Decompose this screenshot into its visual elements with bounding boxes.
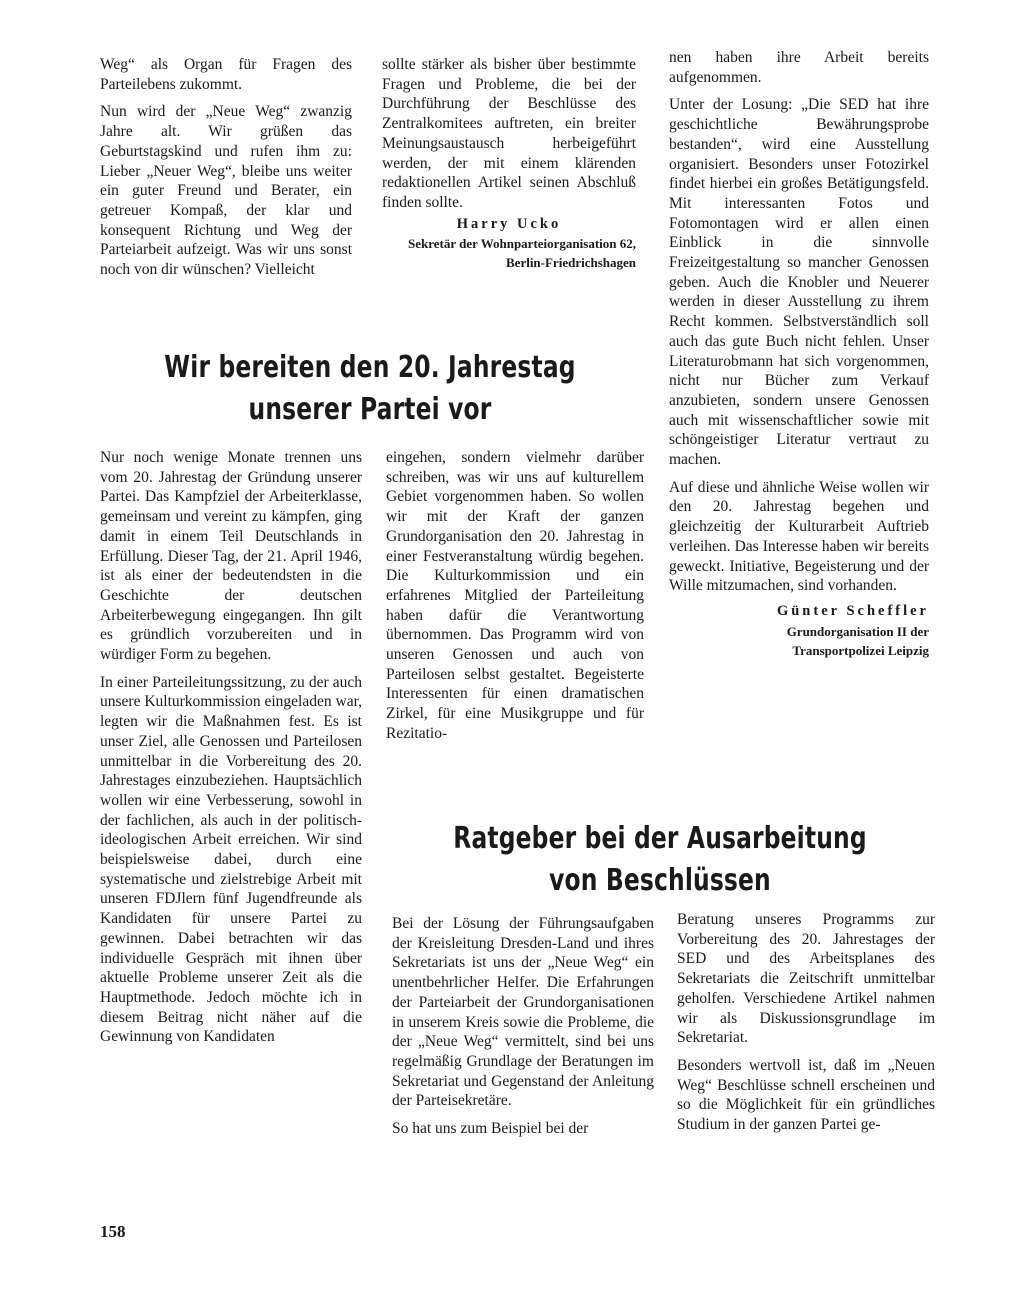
page-number: 158 (100, 1222, 126, 1241)
paragraph: Bei der Lösung der Führungsaufgaben der Kreisleitung Dresden-Land und ihres Sekretariats ist uns der „Neue Weg“ ein unentbehrlicher Helfer. Die Erfahrungen der Parteiarbeit der Grundorganisationen in unserem Kreis sowie die Probleme, die der „Neue Weg“ vermittelt, sind bei uns regelmäßig Grundlage der Beratungen im Sekretariat und Gegenstand der Anleitung der Parteisekretäre. (392, 915, 654, 1110)
article2-col2 (677, 910, 935, 1135)
article1-col1 (100, 448, 362, 1047)
article2-col1 (392, 914, 654, 1139)
paragraph: Unter der Losung: „Die SED hat ihre geschichtliche Bewährungsprobe bestanden“, wird eine Ausstellung organisiert. Besonders unser Fotozirkel findet hierbei ein großes Betätigungsfeld. Mit interessanten Fotos und Fotomontagen wird er allen einen Einblick in die sinnvolle Freizeitgestaltung so mancher Genossen geben. Auch die Knobler und Neuerer werden in dieser Ausstellung zu ihrem Recht kommen. Selbstverständlich soll auch das gute Buch nicht fehlen. Unser Literaturobmann hat sich vorgenommen, nicht nur Bücher zum Verkauf anzubieten, sondern unsere Genossen auch mit wissenschaftlicher sowie mit schöngeistiger Literatur vertraut zu machen. (669, 96, 929, 469)
author-role: Sekretär der Wohnparteiorganisation 62, (408, 236, 636, 252)
paragraph: Weg“ als Organ für Fragen des Parteilebens zukommt. (100, 56, 352, 93)
author-name: Günter Scheffler (776, 602, 929, 619)
paragraph: Besonders wertvoll ist, daß im „Neuen Weg“ Beschlüsse schnell erscheinen und so die Möglichkeit für ein gründliches Studium in der ganzen Partei ge- (677, 1056, 935, 1134)
paragraph: Auf diese und ähnliche Weise wollen wir den 20. Jahrestag begehen und gleichzeitig der Kulturarbeit Auftrieb verleihen. Das Interesse haben wir bereits geweckt. Initiative, Begeisterung und der Wille mitzumachen, sind vorhanden. (669, 478, 929, 595)
headline-line: Wir bereiten den 20. Jahrestag (164, 350, 576, 385)
article1-headline (159, 347, 580, 431)
headline-line: Ratgeber bei der Ausarbeitung (453, 821, 867, 856)
paragraph: Nun wird der „Neue Weg“ zwanzig Jahre alt. Wir grüßen das Geburtstagskind und rufen ihm zu: Lieber „Neuer Weg“, bleibe uns weiter ein guter Freund und Berater, ein getreuer Kompaß, der klar und konsequent Richtung und Weg der Parteiarbeit aufzeigt. Was wir uns sonst noch von dir wünschen? Vielleicht (100, 103, 352, 279)
author-location: Transportpolizei Leipzig (792, 642, 929, 658)
headline-line: von Beschlüssen (549, 863, 771, 898)
paragraph: So hat uns zum Beispiel bei der (392, 1120, 589, 1138)
paragraph: sollte stärker als bisher über bestimmte Fragen und Probleme, die bei der Durchführung der Beschlüsse des Zentralkomitees auftreten, ein breiter Meinungsaustausch herbeigeführt werden, der mit einem klärenden redaktionellen Artikel seinen Abschluß finden sollte. (382, 56, 636, 211)
paragraph: nen haben ihre Arbeit bereits aufgenommen. (669, 49, 929, 86)
author-role: Grundorganisation II der (786, 623, 929, 639)
paragraph: In einer Parteileitungssitzung, zu der auch unsere Kulturkommission eingeladen war, legten wir die Maßnahmen fest. Es ist unser Ziel, alle Genossen und Parteilosen unmittelbar in die Vorbereitung des 20. Jahrestages einzubeziehen. Hauptsächlich wollen wir eine Verbesserung, sowohl in der fachlichen, als auch in der politisch-ideologischen Arbeit erreichen. Wir sind beispielsweise dabei, durch eine systematische und zielstrebige Arbeit mit unseren FDJlern fünf Jugendfreunde als Kandidaten für unsere Partei zu gewinnen. Dabei betrachten wir das individuelle Gespräch mit ihnen über aktuelle Probleme unserer Zeit als die Hauptmethode. Jedoch möchte ich in diesem Beitrag nicht näher auf die Gewinnung von Kandidaten (100, 673, 362, 1046)
article1-col2 (386, 448, 644, 744)
right-column (669, 48, 929, 660)
article2-headline (446, 818, 875, 902)
author-name: Harry Ucko (456, 215, 562, 232)
paragraph: Nur noch wenige Monate trennen uns vom 20. Jahrestag der Gründung unserer Partei. Das Kampfziel der Arbeiterklasse, gemeinsam und vereint zu kämpfen, ging damit in einem Teil Deutschlands in Erfüllung. Dieser Tag, der 21. April 1946, ist als einer der bedeutendsten in die Geschichte der deutschen Arbeiterbewegung eingegangen. Ihn gilt es gründlich vorzubereiten und in würdiger Form zu begehen. (100, 449, 362, 664)
top-article-col1 (100, 55, 352, 280)
author-location: Berlin-Friedrichshagen (506, 255, 636, 271)
headline-line: unserer Partei vor (248, 392, 492, 427)
paragraph: Beratung unseres Programms zur Vorbereitung des 20. Jahrestages der SED und des Arbeitsplanes des Sekretariats die Zeitschrift unmittelbar geholfen. Verschiedene Artikel nahmen wir als Diskussionsgrundlage im Sekretariat. (677, 911, 935, 1047)
top-article-col2 (382, 55, 636, 272)
paragraph: eingehen, sondern vielmehr darüber schreiben, was wir uns auf kulturellem Gebiet vorgenommen haben. So wollen wir mit der Kraft der ganzen Grundorganisation den 20. Jahrestag in einer Festveranstaltung würdig begehen. Die Kulturkommission und ein erfahrenes Mitglied der Parteileitung haben dafür die Verantwortung übernommen. Das Programm wird von unseren Genossen und auch von Parteilosen selbst gestaltet. Begeisterte Interessenten für einen dramatischen Zirkel, für eine Musikgruppe und für Rezitatio- (386, 449, 644, 742)
